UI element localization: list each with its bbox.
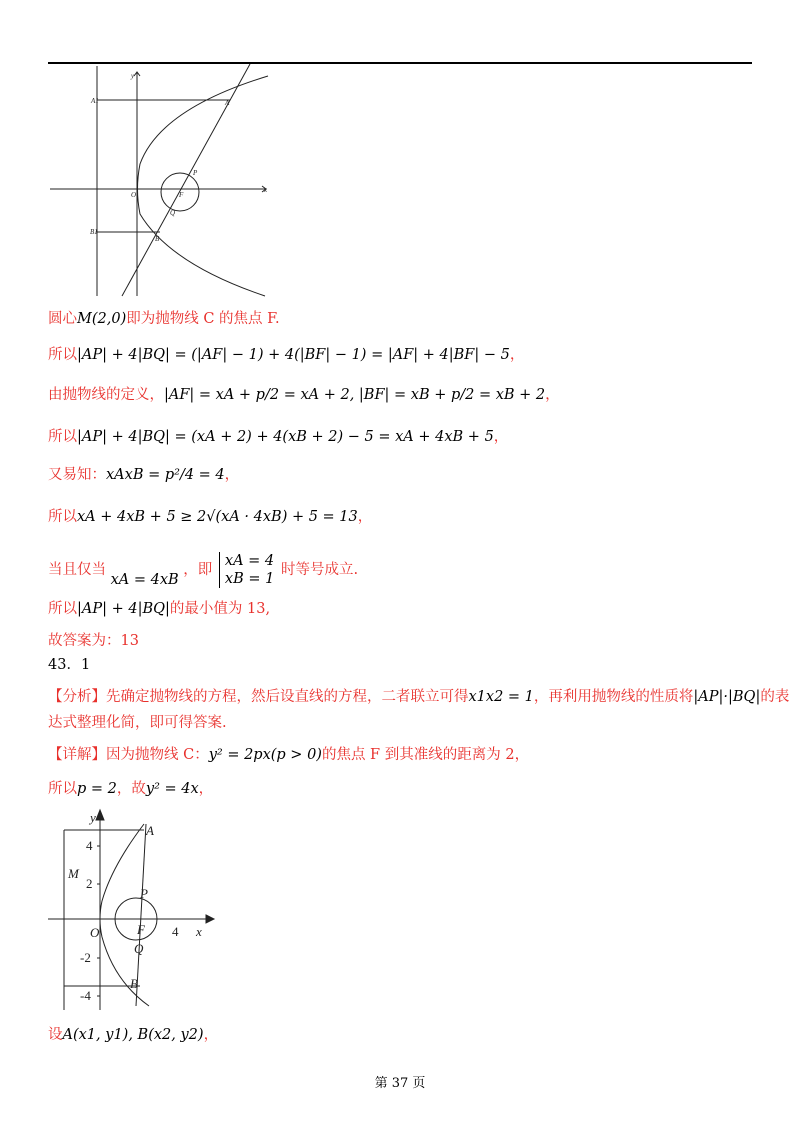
line-14: 所以p = 2，故y² = 4x， [48, 781, 214, 797]
label-a: A [146, 823, 154, 838]
label-f: F [179, 191, 184, 199]
label-b1: B1 [90, 228, 98, 236]
label-a: A [225, 99, 230, 107]
parabola [100, 824, 149, 1006]
line-13: 【详解】因为抛物线 C：y² = 2px(p > 0)的焦点 F 到其准线的距离为 2， [48, 747, 530, 763]
line-7: 当且仅当 xA = 4xB ，即 xA = 4 xB = 1 时等号成立. [48, 553, 359, 588]
line-6: 所以xA + 4xB + 5 ≥ 2√(xA · 4xB) + 5 = 13， [48, 509, 373, 525]
figure-parabola-1 [40, 64, 280, 300]
line-4: 所以|AP| + 4|BQ| = (xA + 2) + 4(xB + 2) − 5 = xA + 4xB + 5， [48, 429, 509, 445]
label-f: F [137, 922, 145, 937]
tick-4: 4 [86, 838, 93, 853]
label-p: P [193, 169, 198, 177]
label-x: x [264, 186, 268, 194]
label-o: O [131, 191, 137, 199]
line-11: 【分析】先确定抛物线的方程，然后设直线的方程，二者联立可得x1x2 = 1，再利用抛物线的性质将|AP|·|BQ|的表 [48, 689, 790, 705]
label-m: M [68, 866, 79, 881]
line-15: 设A(x1, y1), B(x2, y2)， [48, 1027, 219, 1043]
page-footer: 第 37 页 [374, 1076, 426, 1091]
line-1: 圆心M(2,0)即为抛物线 C 的焦点 F. [48, 311, 280, 327]
line-8: 所以|AP| + 4|BQ|的最小值为 13, [48, 601, 271, 617]
tick-x-4: 4 [172, 924, 179, 939]
label-x: x [196, 924, 202, 939]
label-o: O [90, 925, 100, 940]
label-y: y [90, 810, 96, 825]
label-b: B [155, 235, 160, 243]
parabola [138, 76, 269, 296]
line-2: 所以|AP| + 4|BQ| = (|AF| − 1) + 4(|BF| − 1) = |AF| + 4|BF| − 5， [48, 347, 525, 363]
figure-parabola-2 [44, 806, 224, 1012]
chord-line [122, 64, 250, 296]
label-a1: A1 [91, 97, 99, 105]
line-10: 43．1 [48, 657, 91, 673]
label-y: y [131, 72, 135, 80]
line-5: 又易知：xAxB = p²/4 = 4， [48, 467, 240, 483]
tick-minus-2: -2 [80, 950, 91, 965]
tick-minus-4: -4 [80, 988, 91, 1003]
line-12: 达式整理化简，即可得答案. [48, 715, 227, 731]
label-q: Q [134, 941, 144, 956]
line-3: 由抛物线的定义，|AF| = xA + p/2 = xA + 2, |BF| = xB + p/2 = xB + 2， [48, 387, 560, 403]
label-q: Q [170, 209, 176, 217]
tick-2: 2 [86, 876, 93, 891]
line-9: 故答案为：13 [48, 633, 139, 649]
label-b: B [130, 976, 138, 991]
label-p: P [140, 886, 148, 901]
